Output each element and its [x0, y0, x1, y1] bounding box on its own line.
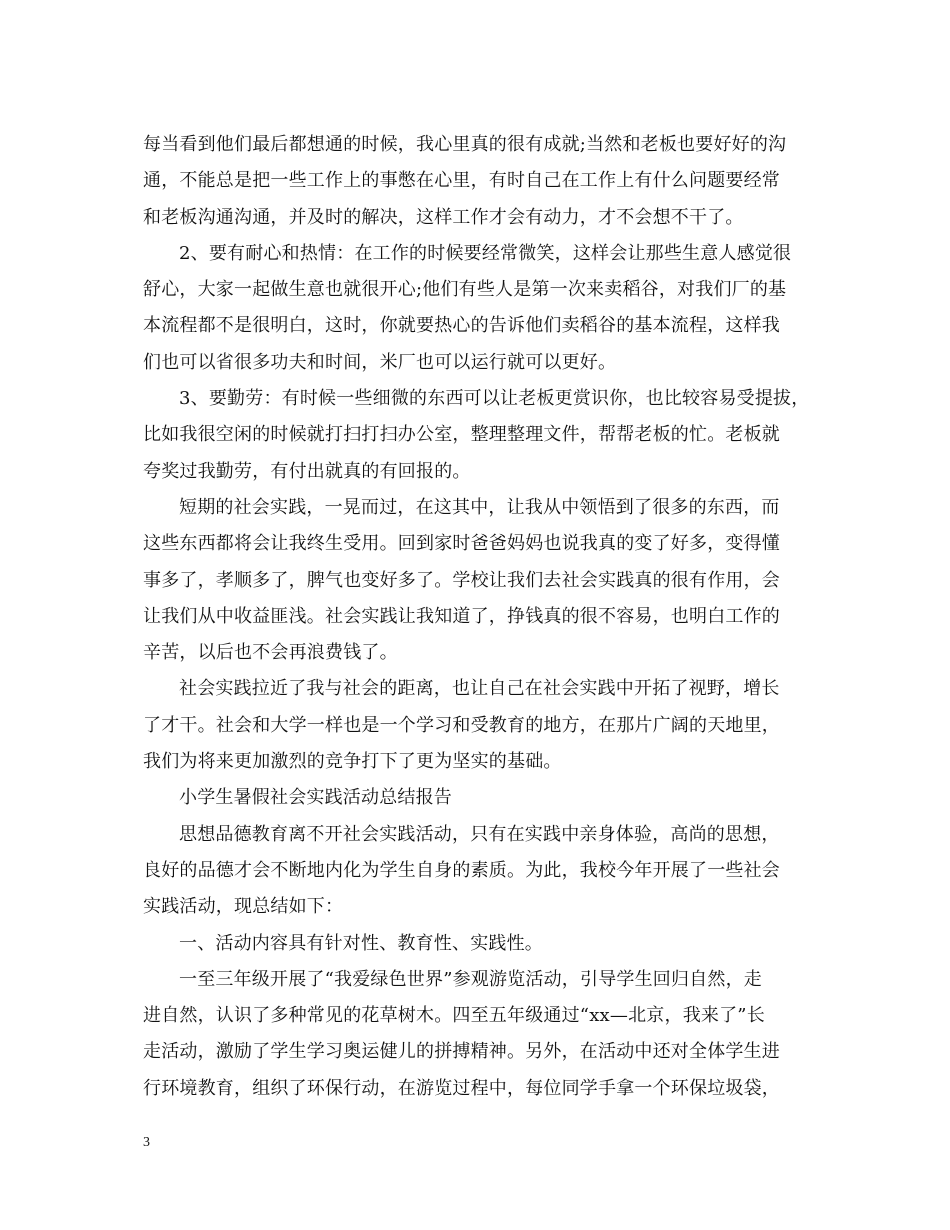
text-line: 走活动，激励了学生学习奥运健儿的拼搏精神。另外，在活动中还对全体学生进: [143, 1041, 780, 1063]
text-line: 本流程都不是很明白，这时，你就要热心的告诉他们卖稻谷的基本流程，这样我: [143, 315, 780, 337]
text-line: 思想品德教育离不开社会实践活动，只有在实践中亲身体验，高尚的思想，: [179, 823, 780, 845]
text-line: 辛苦，以后也不会再浪费钱了。: [143, 642, 398, 664]
text-line: 夸奖过我勤劳，有付出就真的有回报的。: [143, 460, 471, 482]
text-line: 良好的品德才会不断地内化为学生自身的素质。为此，我校今年开展了一些社会: [143, 859, 780, 881]
text-line: 通，不能总是把一些工作上的事憋在心里，有时自己在工作上有什么问题要经常: [143, 170, 780, 192]
text-line: 进自然，认识了多种常见的花草树木。四至五年级通过“xx—北京，我来了”长: [143, 1005, 765, 1027]
text-line: 这些东西都将会让我终生受用。回到家时爸爸妈妈也说我真的变了好多，变得懂: [143, 533, 780, 555]
text-line: 2、要有耐心和热情：在工作的时候要经常微笑，这样会让那些生意人感觉很: [179, 242, 792, 264]
text-line: 一、活动内容具有针对性、教育性、实践性。: [179, 932, 543, 954]
body-text: [143, 127, 823, 1107]
text-line: 和老板沟通沟通，并及时的解决，这样工作才会有动力，才不会想不干了。: [143, 206, 744, 228]
text-line: 短期的社会实践，一晃而过，在这其中，让我从中领悟到了很多的东西，而: [179, 496, 780, 518]
text-line: 事多了，孝顺多了，脾气也变好多了。学校让我们去社会实践真的很有作用，会: [143, 569, 780, 591]
text-line: 每当看到他们最后都想通的时候，我心里真的很有成就;当然和老板也要好好的沟: [143, 134, 787, 155]
text-line: 3、要勤劳：有时候一些细微的东西可以让老板更赏识你，也比较容易受提拔，: [179, 388, 810, 410]
text-line: 了才干。社会和大学一样也是一个学习和受教育的地方，在那片广阔的天地里，: [143, 714, 780, 736]
text-line: 让我们从中收益匪浅。社会实践让我知道了，挣钱真的很不容易，也明白工作的: [143, 605, 780, 627]
text-line: 行环境教育，组织了环保行动，在游览过程中，每位同学手拿一个环保垃圾袋，: [143, 1077, 780, 1099]
text-line: 小学生暑假社会实践活动总结报告: [179, 787, 452, 809]
text-line: 比如我很空闲的时候就打扫打扫办公室，整理整理文件，帮帮老板的忙。老板就: [143, 424, 780, 446]
text-line: 我们为将来更加激烈的竞争打下了更为坚实的基础。: [143, 751, 562, 773]
page-number: 3: [143, 1135, 150, 1150]
text-line: 社会实践拉近了我与社会的距离，也让自己在社会实践中开拓了视野，增长: [179, 678, 780, 700]
text-line: 们也可以省很多功夫和时间，米厂也可以运行就可以更好。: [143, 351, 617, 373]
text-line: 一至三年级开展了“我爱绿色世界”参观游览活动，引导学生回归自然，走: [179, 968, 763, 990]
text-line: 舒心，大家一起做生意也就很开心;他们有些人是第一次来卖稻谷，对我们厂的基: [143, 279, 787, 301]
text-line: 实践活动，现总结如下：: [143, 896, 344, 918]
